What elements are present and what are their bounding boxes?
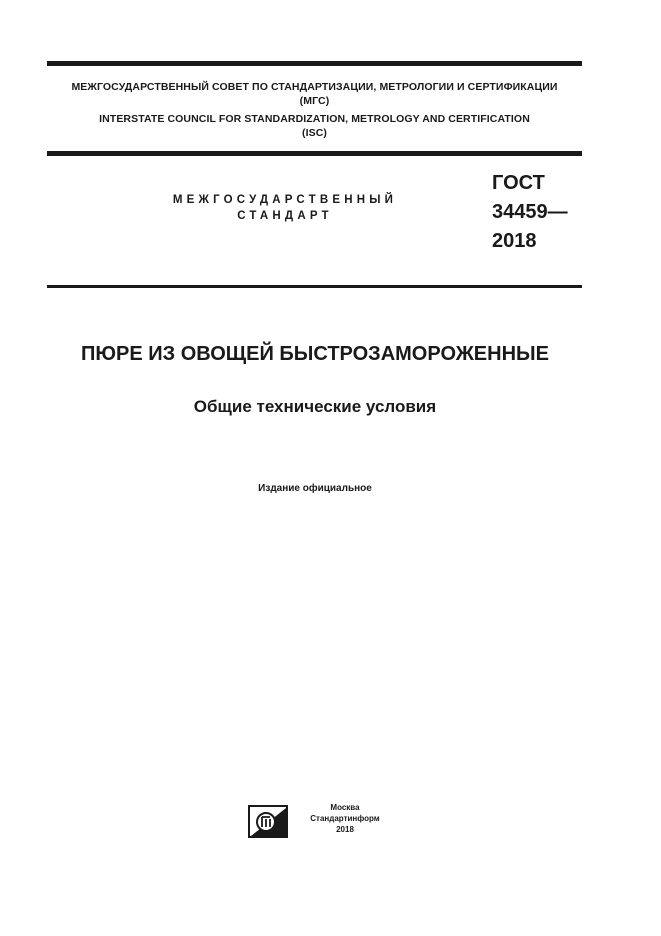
document-title: ПЮРЕ ИЗ ОВОЩЕЙ БЫСТРОЗАМОРОЖЕННЫЕ	[81, 343, 549, 365]
publisher-block	[300, 802, 390, 835]
standartinform-logo-icon	[248, 805, 288, 838]
standard-type-line1: МЕЖГОСУДАРСТВЕННЫЙ	[172, 194, 398, 206]
designation-prefix: ГОСТ	[492, 172, 545, 194]
publisher-name: Стандартинформ	[310, 814, 380, 823]
designation-year: 2018	[492, 230, 537, 252]
publisher-city: Москва	[330, 803, 360, 812]
council-name-en: INTERSTATE COUNCIL FOR STANDARDIZATION, METROLOGY AND CERTIFICATION	[99, 113, 530, 125]
publisher-year: 2018	[336, 825, 354, 834]
council-bottom-rule	[47, 151, 582, 156]
council-abbr-en: (ISC)	[302, 127, 327, 139]
council-abbr-ru: (МГС)	[299, 95, 330, 107]
header-bottom-rule	[47, 285, 582, 288]
top-rule	[47, 61, 582, 66]
standard-type-line2: СТАНДАРТ	[237, 210, 333, 222]
standard-designation	[492, 169, 568, 256]
designation-number: 34459—	[492, 201, 568, 223]
edition-note: Издание официальное	[258, 483, 372, 494]
document-subtitle: Общие технические условия	[193, 397, 437, 416]
council-name-ru: МЕЖГОСУДАРСТВЕННЫЙ СОВЕТ ПО СТАНДАРТИЗАЦИИ, МЕТРОЛОГИИ И СЕРТИФИКАЦИИ	[71, 81, 558, 93]
